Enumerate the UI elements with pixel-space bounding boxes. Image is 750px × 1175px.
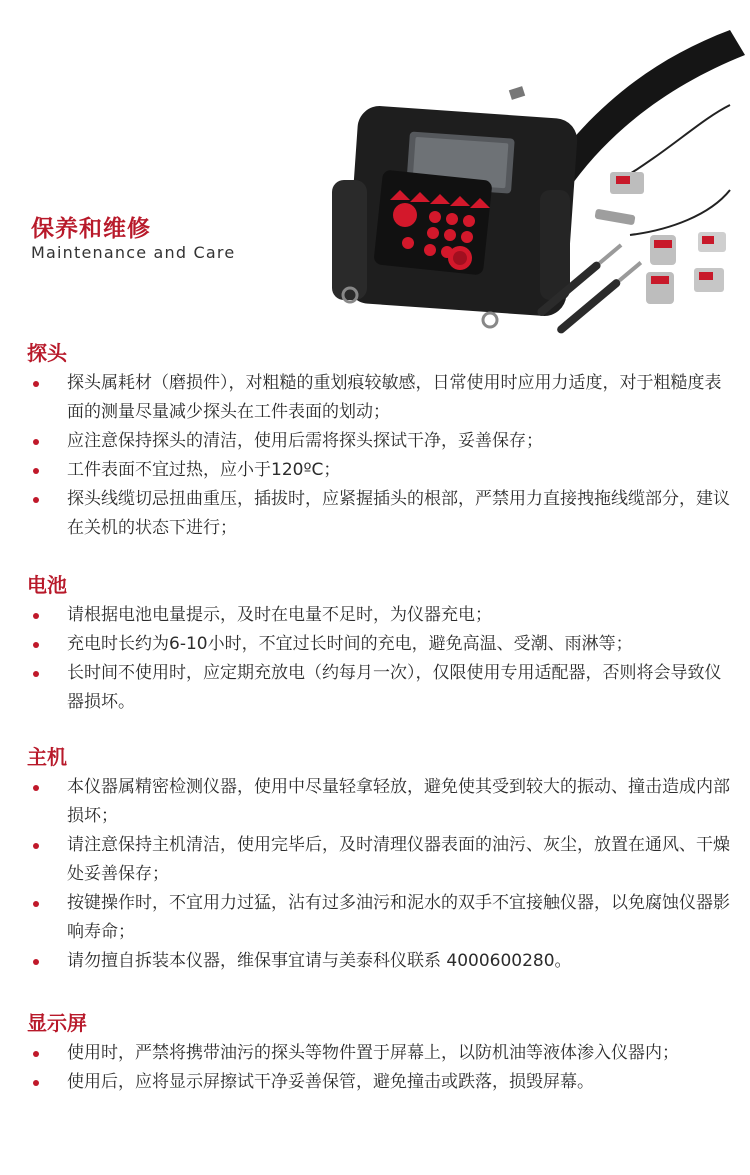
section-probe — [0, 337, 750, 537]
hero-banner — [0, 0, 750, 335]
list-item-text: 本仪器属精密检测仪器，使用中尽量轻拿轻放，避免使其受到较大的振动、撞击造成内部损坏； — [67, 777, 730, 826]
bullet-dot — [33, 843, 39, 849]
bullet-dot — [33, 642, 39, 648]
section-title: 探头 — [27, 341, 67, 365]
list-item-text: 请根据电池电量提示，及时在电量不足时，为仪器充电； — [67, 605, 492, 625]
list-item-text: 应注意保持探头的清洁，使用后需将探头探试干净，妥善保存； — [67, 431, 543, 451]
bullet-dot — [33, 439, 39, 445]
list-item-text: 使用时，严禁将携带油污的探头等物件置于屏幕上，以防机油等液体渗入仪器内； — [67, 1043, 679, 1063]
list-item — [0, 456, 750, 485]
page-subtitle: Maintenance and Care — [31, 243, 236, 262]
list-item-text: 长时间不使用时，应定期充放电（约每月一次），仅限使用专用适配器，否则将会导致仪器损坏。 — [67, 663, 722, 712]
list-item-text: 探头属耗材（磨损件），对粗糙的重划痕较敏感，日常使用时应用力适度，对于粗糙度表面的测量尽量减少探头在工件表面的划动； — [67, 373, 722, 422]
bullet-list — [0, 773, 750, 976]
page-title: 保养和维修 — [31, 216, 151, 242]
bullet-dot — [33, 613, 39, 619]
list-item — [0, 1039, 750, 1068]
list-item-text: 充电时长约为6-10小时，不宜过长时间的充电，避免高温、受潮、雨淋等； — [67, 634, 633, 654]
list-item — [0, 659, 750, 717]
bullet-dot — [33, 468, 39, 474]
list-item — [0, 947, 750, 976]
list-item — [0, 427, 750, 456]
bullet-dot — [33, 1080, 39, 1086]
list-item — [0, 601, 750, 630]
list-item — [0, 889, 750, 947]
section-battery — [0, 569, 750, 719]
section-title: 电池 — [27, 573, 67, 597]
bullet-dot — [33, 901, 39, 907]
list-item-text: 探头线缆切忌扭曲重压，插拔时，应紧握插头的根部，严禁用力直接拽拖线缆部分，建议在关机的状态下进行； — [67, 489, 730, 538]
list-item-text: 按键操作时，不宜用力过猛，沾有过多油污和泥水的双手不宜接触仪器，以免腐蚀仪器影响寿命； — [67, 893, 730, 942]
section-display — [0, 1007, 750, 1157]
list-item — [0, 773, 750, 831]
bullet-dot — [33, 785, 39, 791]
list-item — [0, 831, 750, 889]
bullet-dot — [33, 381, 39, 387]
list-item — [0, 630, 750, 659]
list-item-text: 请注意保持主机清洁，使用完毕后，及时清理仪器表面的油污、灰尘，放置在通风、干燥处妥善保存； — [67, 835, 730, 884]
list-item — [0, 485, 750, 543]
bullet-list — [0, 601, 750, 717]
bullet-dot — [33, 959, 39, 965]
section-title: 显示屏 — [27, 1011, 87, 1035]
bullet-dot — [33, 497, 39, 503]
bullet-list — [0, 369, 750, 543]
list-item-text: 使用后，应将显示屏擦试干净妥善保管，避免撞击或跌落，损毁屏幕。 — [67, 1072, 594, 1092]
bullet-list — [0, 1039, 750, 1097]
list-item — [0, 369, 750, 427]
product-photo — [290, 0, 750, 335]
list-item-text: 工件表面不宜过热，应小于120ºC； — [67, 460, 341, 480]
section-host — [0, 741, 750, 981]
bullet-dot — [33, 1051, 39, 1057]
bullet-dot — [33, 671, 39, 677]
section-title: 主机 — [27, 745, 67, 769]
list-item-text: 请勿擅自拆装本仪器，维保事宜请与美泰科仪联系 4000600280。 — [67, 951, 572, 971]
list-item — [0, 1068, 750, 1097]
